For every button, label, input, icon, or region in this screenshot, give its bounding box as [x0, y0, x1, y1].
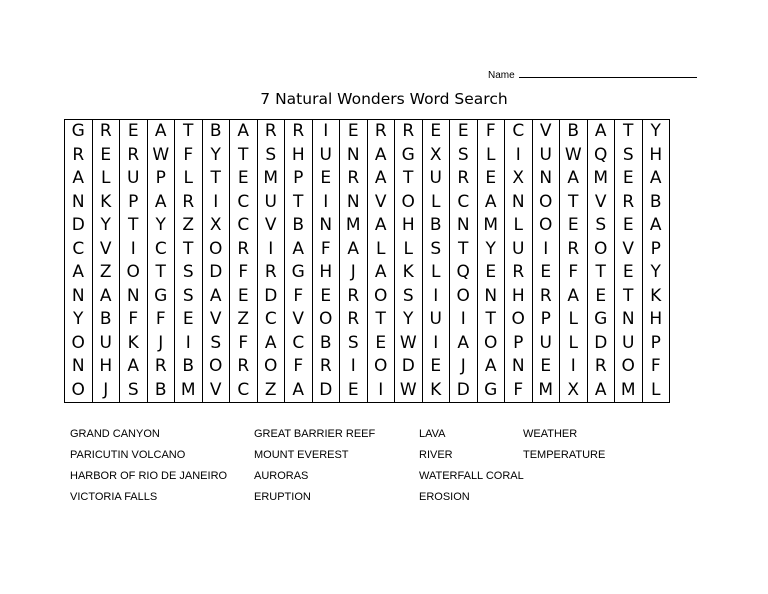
grid-cell: O: [395, 191, 423, 215]
grid-cell: D: [65, 214, 93, 238]
grid-cell: M: [477, 214, 505, 238]
grid-row: [65, 238, 670, 262]
grid-cell: R: [340, 308, 368, 332]
grid-cell: A: [120, 355, 148, 379]
grid-cell: V: [202, 308, 230, 332]
grid-cell: N: [65, 355, 93, 379]
grid-cell: N: [340, 191, 368, 215]
grid-cell: G: [477, 379, 505, 403]
grid-cell: E: [477, 167, 505, 191]
grid-cell: K: [642, 285, 670, 309]
grid-cell: T: [367, 308, 395, 332]
name-field: [488, 68, 697, 81]
grid-row: [65, 308, 670, 332]
grid-cell: U: [505, 238, 533, 262]
grid-cell: C: [230, 214, 258, 238]
grid-cell: N: [615, 308, 643, 332]
grid-cell: L: [505, 214, 533, 238]
grid-cell: I: [367, 379, 395, 403]
grid-cell: D: [202, 261, 230, 285]
word-list-item: WEATHER: [523, 428, 578, 440]
grid-cell: T: [147, 261, 175, 285]
grid-cell: I: [312, 120, 340, 144]
grid-cell: B: [285, 214, 313, 238]
word-list-item: AURORAS: [254, 470, 309, 482]
grid-cell: M: [587, 167, 615, 191]
grid-cell: O: [615, 355, 643, 379]
grid-cell: O: [367, 355, 395, 379]
grid-cell: H: [312, 261, 340, 285]
grid-cell: E: [532, 355, 560, 379]
grid-cell: C: [230, 191, 258, 215]
grid-cell: N: [505, 355, 533, 379]
grid-cell: D: [587, 332, 615, 356]
grid-cell: R: [257, 261, 285, 285]
grid-cell: E: [560, 214, 588, 238]
grid-cell: R: [92, 120, 120, 144]
grid-row: [65, 120, 670, 144]
grid-cell: B: [422, 214, 450, 238]
grid-cell: O: [532, 214, 560, 238]
grid-cell: W: [395, 379, 423, 403]
grid-cell: O: [257, 355, 285, 379]
grid-cell: Y: [642, 120, 670, 144]
grid-cell: L: [422, 191, 450, 215]
grid-cell: O: [202, 355, 230, 379]
grid-cell: A: [477, 191, 505, 215]
grid-cell: T: [615, 120, 643, 144]
grid-cell: Z: [92, 261, 120, 285]
grid-row: [65, 214, 670, 238]
grid-cell: W: [560, 144, 588, 168]
grid-cell: I: [340, 355, 368, 379]
grid-cell: R: [340, 167, 368, 191]
grid-cell: I: [560, 355, 588, 379]
grid-cell: G: [587, 308, 615, 332]
grid-cell: F: [560, 261, 588, 285]
grid-cell: T: [175, 120, 203, 144]
grid-cell: F: [505, 379, 533, 403]
grid-cell: A: [587, 120, 615, 144]
grid-cell: Y: [202, 144, 230, 168]
grid-cell: A: [367, 214, 395, 238]
grid-cell: T: [285, 191, 313, 215]
grid-cell: R: [587, 355, 615, 379]
grid-cell: E: [532, 261, 560, 285]
grid-row: [65, 285, 670, 309]
grid-cell: H: [285, 144, 313, 168]
grid-cell: B: [202, 120, 230, 144]
grid-cell: S: [395, 285, 423, 309]
grid-cell: I: [202, 191, 230, 215]
grid-cell: R: [175, 191, 203, 215]
grid-cell: W: [147, 144, 175, 168]
grid-cell: I: [422, 332, 450, 356]
grid-cell: L: [477, 144, 505, 168]
word-list-item: TEMPERATURE: [523, 449, 606, 461]
grid-cell: O: [477, 332, 505, 356]
grid-cell: B: [312, 332, 340, 356]
grid-cell: O: [65, 379, 93, 403]
word-list-item: GREAT BARRIER REEF: [254, 428, 376, 440]
grid-cell: O: [202, 238, 230, 262]
grid-cell: Y: [477, 238, 505, 262]
grid-cell: R: [230, 238, 258, 262]
grid-cell: C: [505, 120, 533, 144]
grid-cell: M: [340, 214, 368, 238]
grid-cell: R: [367, 120, 395, 144]
grid-cell: R: [257, 120, 285, 144]
grid-cell: N: [477, 285, 505, 309]
grid-cell: G: [395, 144, 423, 168]
grid-cell: R: [312, 355, 340, 379]
grid-cell: U: [532, 332, 560, 356]
grid-cell: Y: [65, 308, 93, 332]
grid-cell: F: [312, 238, 340, 262]
grid-cell: C: [257, 308, 285, 332]
grid-cell: Z: [175, 214, 203, 238]
grid-cell: C: [147, 238, 175, 262]
grid-cell: L: [560, 308, 588, 332]
word-list-item: LAVA: [419, 428, 446, 440]
grid-cell: H: [642, 144, 670, 168]
grid-row: [65, 379, 670, 403]
grid-cell: D: [450, 379, 478, 403]
grid-cell: L: [642, 379, 670, 403]
grid-cell: O: [120, 261, 148, 285]
grid-cell: H: [505, 285, 533, 309]
grid-cell: P: [505, 332, 533, 356]
grid-cell: R: [147, 355, 175, 379]
grid-cell: F: [175, 144, 203, 168]
grid-cell: L: [367, 238, 395, 262]
grid-cell: B: [92, 308, 120, 332]
grid-cell: T: [120, 214, 148, 238]
grid-cell: E: [615, 261, 643, 285]
grid-cell: T: [615, 285, 643, 309]
word-list-column: [254, 428, 375, 512]
grid-cell: X: [505, 167, 533, 191]
grid-cell: T: [587, 261, 615, 285]
grid-cell: E: [422, 120, 450, 144]
grid-cell: B: [147, 379, 175, 403]
grid-cell: S: [175, 285, 203, 309]
word-list-item: HARBOR OF RIO DE JANEIRO: [70, 470, 228, 482]
grid-cell: U: [312, 144, 340, 168]
grid-cell: J: [92, 379, 120, 403]
grid-cell: A: [147, 120, 175, 144]
grid-cell: S: [202, 332, 230, 356]
grid-cell: U: [92, 332, 120, 356]
grid-cell: X: [422, 144, 450, 168]
grid-cell: U: [257, 191, 285, 215]
grid-cell: N: [505, 191, 533, 215]
word-list-item: ERUPTION: [254, 491, 311, 503]
grid-cell: S: [257, 144, 285, 168]
grid-cell: E: [615, 167, 643, 191]
grid-cell: P: [120, 191, 148, 215]
grid-cell: T: [395, 167, 423, 191]
grid-cell: O: [505, 308, 533, 332]
grid-cell: F: [147, 308, 175, 332]
grid-cell: F: [230, 261, 258, 285]
grid-cell: M: [532, 379, 560, 403]
word-search-grid: [64, 119, 670, 403]
grid-cell: Y: [92, 214, 120, 238]
grid-cell: R: [505, 261, 533, 285]
grid-cell: S: [340, 332, 368, 356]
grid-cell: E: [340, 379, 368, 403]
grid-cell: A: [202, 285, 230, 309]
grid-cell: K: [92, 191, 120, 215]
grid-cell: F: [285, 285, 313, 309]
grid-cell: O: [367, 285, 395, 309]
grid-cell: S: [120, 379, 148, 403]
grid-cell: R: [450, 167, 478, 191]
grid-cell: J: [147, 332, 175, 356]
grid-cell: E: [230, 285, 258, 309]
grid-cell: P: [147, 167, 175, 191]
grid-cell: O: [450, 285, 478, 309]
grid-cell: E: [615, 214, 643, 238]
grid-cell: I: [312, 191, 340, 215]
grid-cell: S: [450, 144, 478, 168]
grid-cell: I: [450, 308, 478, 332]
grid-cell: I: [422, 285, 450, 309]
grid-cell: N: [532, 167, 560, 191]
grid-cell: A: [230, 120, 258, 144]
grid-cell: V: [257, 214, 285, 238]
grid-cell: K: [120, 332, 148, 356]
grid-cell: N: [120, 285, 148, 309]
grid-cell: N: [340, 144, 368, 168]
grid-cell: A: [147, 191, 175, 215]
grid-cell: I: [532, 238, 560, 262]
grid-cell: Y: [395, 308, 423, 332]
grid-cell: T: [560, 191, 588, 215]
grid-cell: V: [92, 238, 120, 262]
grid-cell: P: [532, 308, 560, 332]
grid-cell: C: [230, 379, 258, 403]
grid-cell: O: [587, 238, 615, 262]
grid-cell: C: [65, 238, 93, 262]
grid-cell: T: [175, 238, 203, 262]
grid-cell: A: [367, 144, 395, 168]
grid-cell: A: [257, 332, 285, 356]
grid-cell: J: [340, 261, 368, 285]
word-list-item: GRAND CANYON: [70, 428, 160, 440]
grid-cell: E: [477, 261, 505, 285]
grid-cell: A: [340, 238, 368, 262]
grid-cell: T: [450, 238, 478, 262]
grid-cell: R: [560, 238, 588, 262]
grid-cell: E: [92, 144, 120, 168]
grid-cell: L: [395, 238, 423, 262]
grid-cell: O: [65, 332, 93, 356]
grid-row: [65, 167, 670, 191]
grid-cell: V: [615, 238, 643, 262]
grid-cell: R: [532, 285, 560, 309]
grid-cell: J: [450, 355, 478, 379]
name-blank-line: [519, 68, 697, 78]
grid-cell: N: [65, 191, 93, 215]
grid-cell: P: [285, 167, 313, 191]
word-list-column: [70, 428, 227, 512]
grid-cell: E: [120, 120, 148, 144]
grid-cell: T: [230, 144, 258, 168]
grid-cell: C: [450, 191, 478, 215]
grid-cell: Y: [147, 214, 175, 238]
grid-cell: B: [175, 355, 203, 379]
grid-cell: H: [642, 308, 670, 332]
grid-cell: U: [422, 308, 450, 332]
grid-cell: B: [560, 120, 588, 144]
grid-cell: E: [312, 167, 340, 191]
grid-cell: S: [615, 144, 643, 168]
grid-cell: I: [175, 332, 203, 356]
grid-cell: Q: [450, 261, 478, 285]
grid-cell: E: [422, 355, 450, 379]
page-title: 7 Natural Wonders Word Search: [260, 90, 508, 108]
grid-row: [65, 261, 670, 285]
grid-cell: T: [477, 308, 505, 332]
grid-cell: Z: [257, 379, 285, 403]
grid-cell: S: [422, 238, 450, 262]
grid-cell: E: [340, 120, 368, 144]
grid-cell: A: [560, 285, 588, 309]
grid-cell: P: [642, 238, 670, 262]
grid-cell: E: [450, 120, 478, 144]
grid-cell: V: [532, 120, 560, 144]
grid-cell: H: [395, 214, 423, 238]
grid-cell: M: [615, 379, 643, 403]
grid-cell: R: [120, 144, 148, 168]
grid-cell: V: [202, 379, 230, 403]
word-list-column: [523, 428, 605, 470]
grid-row: [65, 144, 670, 168]
grid-cell: B: [642, 191, 670, 215]
grid-cell: Q: [587, 144, 615, 168]
grid-cell: A: [285, 238, 313, 262]
grid-cell: A: [477, 355, 505, 379]
grid-cell: R: [230, 355, 258, 379]
grid-cell: E: [312, 285, 340, 309]
word-list-item: WATERFALL CORAL: [419, 470, 524, 482]
grid-cell: A: [367, 261, 395, 285]
grid-cell: F: [285, 355, 313, 379]
grid-cell: R: [340, 285, 368, 309]
grid-cell: E: [587, 285, 615, 309]
grid-cell: M: [257, 167, 285, 191]
grid-cell: Z: [230, 308, 258, 332]
grid-row: [65, 332, 670, 356]
grid-cell: R: [285, 120, 313, 144]
word-list-item: RIVER: [419, 449, 453, 461]
grid-cell: R: [615, 191, 643, 215]
word-list-item: VICTORIA FALLS: [70, 491, 158, 503]
grid-cell: S: [587, 214, 615, 238]
grid-cell: Y: [642, 261, 670, 285]
grid-cell: N: [312, 214, 340, 238]
grid-cell: T: [202, 167, 230, 191]
grid-cell: U: [422, 167, 450, 191]
word-list-item: EROSION: [419, 491, 470, 503]
grid-cell: A: [642, 167, 670, 191]
grid-row: [65, 191, 670, 215]
grid-cell: I: [505, 144, 533, 168]
grid-cell: G: [147, 285, 175, 309]
grid-cell: M: [175, 379, 203, 403]
grid-cell: K: [422, 379, 450, 403]
grid-cell: X: [560, 379, 588, 403]
grid-cell: D: [257, 285, 285, 309]
grid-cell: A: [92, 285, 120, 309]
grid-cell: I: [120, 238, 148, 262]
grid-cell: W: [395, 332, 423, 356]
grid-cell: A: [367, 167, 395, 191]
grid-cell: L: [422, 261, 450, 285]
name-label: Name: [488, 70, 515, 81]
grid-cell: E: [230, 167, 258, 191]
grid-cell: D: [312, 379, 340, 403]
grid-cell: L: [92, 167, 120, 191]
grid-cell: U: [532, 144, 560, 168]
grid-cell: N: [450, 214, 478, 238]
word-list-item: MOUNT EVEREST: [254, 449, 349, 461]
grid-cell: V: [587, 191, 615, 215]
grid-row: [65, 355, 670, 379]
grid-cell: X: [202, 214, 230, 238]
grid-cell: U: [120, 167, 148, 191]
grid-cell: P: [642, 332, 670, 356]
grid-cell: L: [175, 167, 203, 191]
word-list-column: [419, 428, 524, 512]
grid-cell: U: [615, 332, 643, 356]
grid-cell: A: [642, 214, 670, 238]
grid-cell: V: [367, 191, 395, 215]
word-list-item: PARICUTIN VOLCANO: [70, 449, 186, 461]
grid-cell: F: [230, 332, 258, 356]
grid-cell: V: [285, 308, 313, 332]
grid-cell: A: [450, 332, 478, 356]
grid-cell: A: [587, 379, 615, 403]
grid-cell: G: [285, 261, 313, 285]
grid-cell: L: [560, 332, 588, 356]
grid-cell: R: [395, 120, 423, 144]
grid-cell: A: [560, 167, 588, 191]
grid-cell: N: [65, 285, 93, 309]
grid-cell: O: [312, 308, 340, 332]
grid-cell: E: [367, 332, 395, 356]
grid-cell: A: [65, 167, 93, 191]
grid-cell: A: [65, 261, 93, 285]
grid-cell: F: [642, 355, 670, 379]
grid-cell: I: [257, 238, 285, 262]
grid-cell: F: [120, 308, 148, 332]
grid-cell: K: [395, 261, 423, 285]
grid-cell: F: [477, 120, 505, 144]
grid-cell: S: [175, 261, 203, 285]
grid-cell: D: [395, 355, 423, 379]
grid-cell: A: [285, 379, 313, 403]
grid-cell: E: [175, 308, 203, 332]
grid-cell: O: [532, 191, 560, 215]
grid-cell: R: [65, 144, 93, 168]
grid-cell: G: [65, 120, 93, 144]
grid-cell: H: [92, 355, 120, 379]
grid-cell: C: [285, 332, 313, 356]
